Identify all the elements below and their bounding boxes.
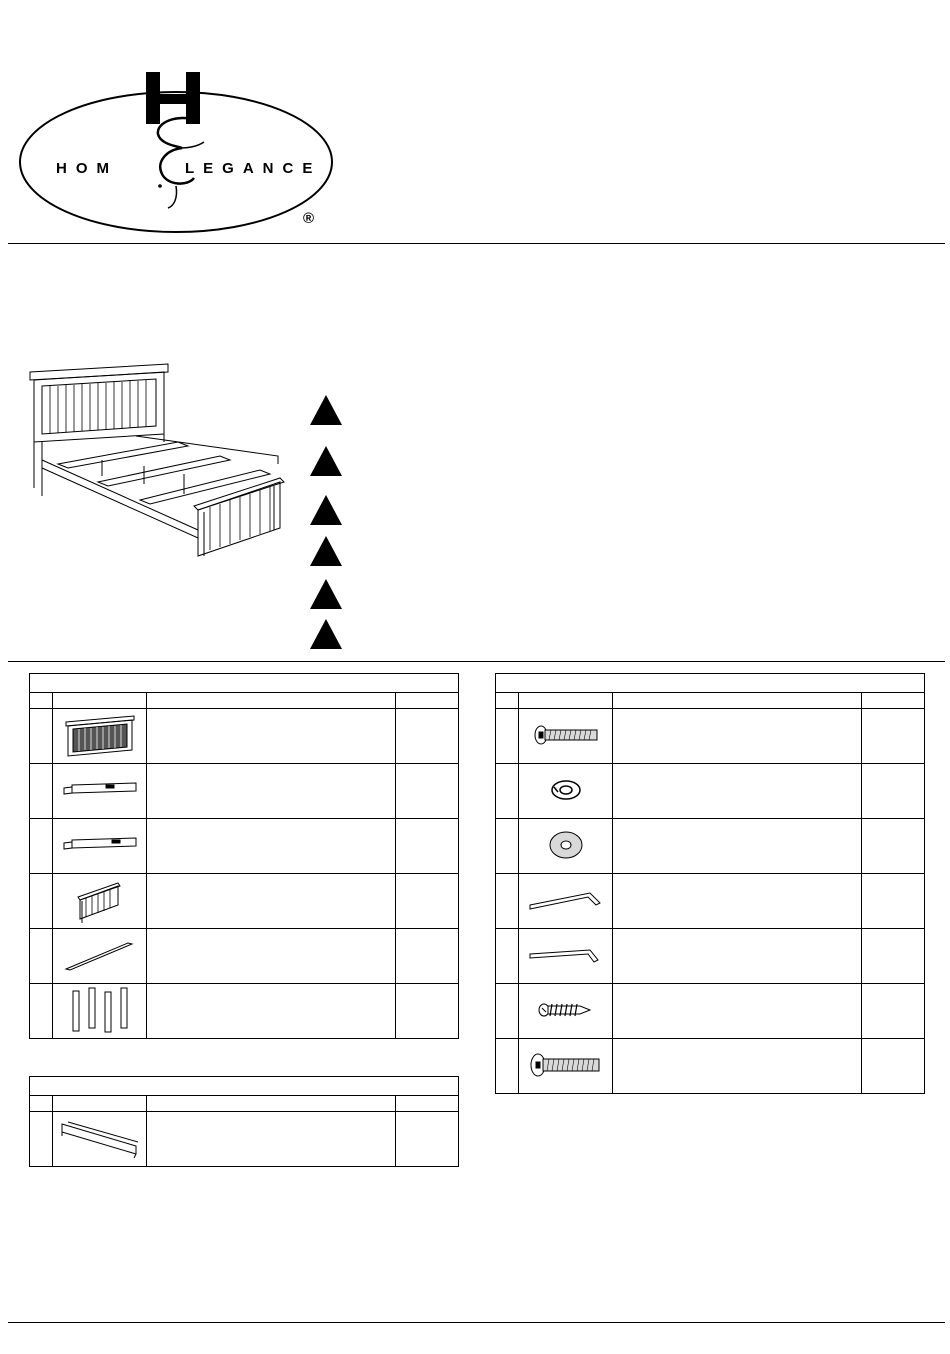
flat-washer-icon xyxy=(546,828,586,862)
warning-triangle-icon xyxy=(309,394,343,426)
table-row xyxy=(30,984,459,1039)
table-row xyxy=(30,1112,459,1167)
brand-name-left: HOM xyxy=(56,160,118,177)
registered-mark: ® xyxy=(303,210,315,227)
table-row xyxy=(496,929,925,984)
slat-icon xyxy=(60,935,140,975)
table-row xyxy=(30,929,459,984)
lock-washer-icon xyxy=(546,775,586,805)
table-header-row xyxy=(30,693,459,709)
long-bolt-icon xyxy=(531,723,601,747)
table-row xyxy=(496,764,925,819)
warning-triangle-icon xyxy=(309,578,343,610)
logo-oval-icon xyxy=(18,66,338,236)
warning-triangle-icon xyxy=(309,445,343,477)
side-rail-icon xyxy=(60,830,140,860)
bed-illustration xyxy=(28,360,290,560)
rail-slats-icon xyxy=(58,1116,142,1160)
warning-triangle-icon xyxy=(309,494,343,526)
table-row xyxy=(496,709,925,764)
table-row xyxy=(496,1039,925,1094)
bed-icon xyxy=(28,360,290,560)
table-title-row xyxy=(496,674,925,693)
table-row xyxy=(496,874,925,929)
slats-table xyxy=(29,1076,459,1167)
allen-wrench-icon xyxy=(526,940,606,970)
table-row xyxy=(496,984,925,1039)
warning-triangle-icon xyxy=(309,535,343,567)
warning-triangle-icon xyxy=(309,618,343,650)
table-title-row xyxy=(30,1077,459,1096)
hardware-table xyxy=(495,673,925,1094)
header-divider xyxy=(8,243,945,244)
legs-icon xyxy=(65,985,135,1035)
parts-table xyxy=(29,673,459,1039)
headboard-icon xyxy=(60,710,140,760)
bolt-icon xyxy=(528,1051,604,1079)
table-row xyxy=(496,819,925,874)
table-row xyxy=(30,874,459,929)
brand-logo xyxy=(18,66,338,236)
allen-wrench-icon xyxy=(526,885,606,915)
brand-name-right: LEGANCE xyxy=(185,160,322,177)
table-header-row xyxy=(496,693,925,709)
table-title-row xyxy=(30,674,459,693)
section-divider xyxy=(8,661,945,662)
footboard-icon xyxy=(70,875,130,925)
table-row xyxy=(30,709,459,764)
wood-screw-icon xyxy=(536,998,596,1022)
table-row xyxy=(30,819,459,874)
table-row xyxy=(30,764,459,819)
footer-divider xyxy=(8,1322,945,1323)
side-rail-icon xyxy=(60,775,140,805)
table-header-row xyxy=(30,1096,459,1112)
